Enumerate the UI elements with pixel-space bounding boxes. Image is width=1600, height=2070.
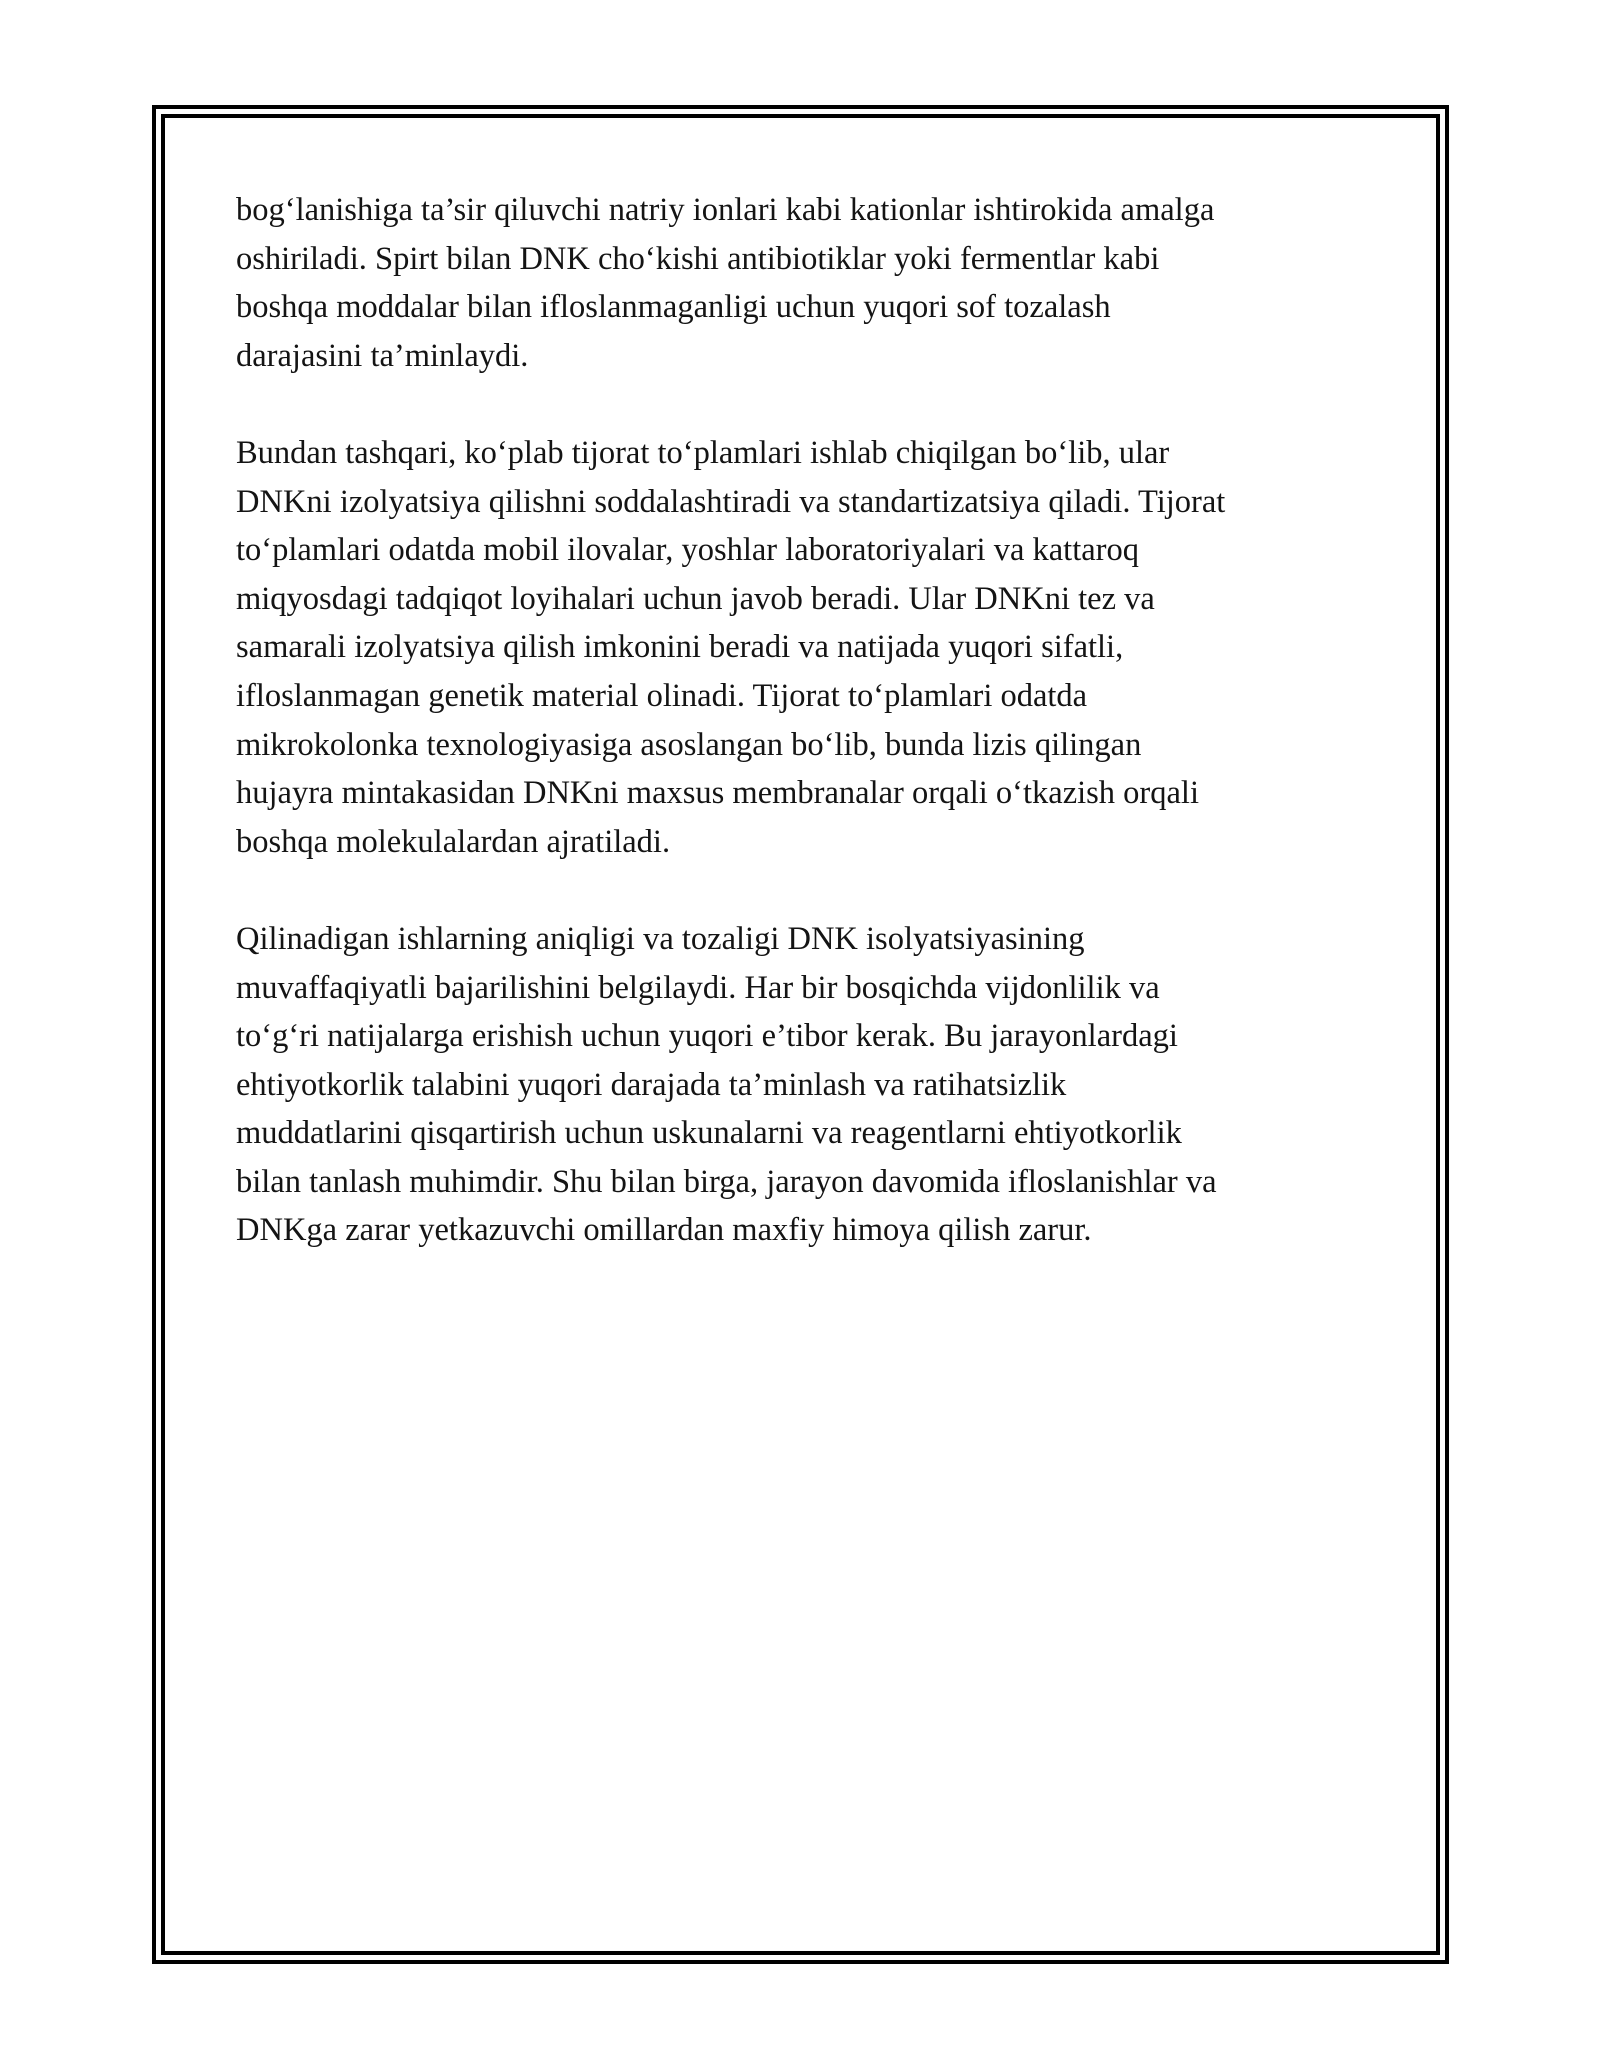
text-line: bilan tanlash muhimdir. Shu bilan birga, jarayon davomida ifloslanishlar va (236, 1163, 1217, 1200)
text-line: ifloslanmagan genetik material olinadi. Tijorat to‘plamlari odatda (236, 677, 1088, 714)
text-line: muvaffaqiyatli bajarilishini belgilaydi. Har bir bosqichda vijdonlilik va (236, 969, 1160, 1006)
text-line: to‘g‘ri natijalarga erishish uchun yuqori e’tibor kerak. Bu jarayonlardagi (236, 1018, 1178, 1055)
document-body (236, 186, 1376, 1304)
text-line: to‘plamlari odatda mobil ilovalar, yoshlar laboratoriyalari va kattaroq (236, 532, 1139, 569)
paragraph-2 (236, 429, 1376, 866)
paragraph-1 (236, 186, 1376, 380)
text-line: muddatlarini qisqartirish uchun uskunalarni va reagentlarni ehtiyotkorlik (236, 1115, 1182, 1152)
text-line: ehtiyotkorlik talabini yuqori darajada ta’minlash va ratihatsizlik (236, 1066, 1067, 1103)
text-line: oshiriladi. Spirt bilan DNK cho‘kishi antibiotiklar yoki fermentlar kabi (236, 240, 1160, 277)
text-line: Qilinadigan ishlarning aniqligi va tozaligi DNK isolyatsiyasining (236, 920, 1085, 957)
text-line: samarali izolyatsiya qilish imkonini beradi va natijada yuqori sifatli, (236, 629, 1124, 666)
text-line: bog‘lanishiga ta’sir qiluvchi natriy ionlari kabi kationlar ishtirokida amalga (236, 192, 1215, 228)
paragraph-3 (236, 915, 1376, 1255)
text-line: DNKni izolyatsiya qilishni soddalashtiradi va standartizatsiya qiladi. Tijorat (236, 483, 1226, 520)
text-line: boshqa molekulalardan ajratiladi. (236, 823, 671, 860)
text-line: mikrokolonka texnologiyasiga asoslangan bo‘lib, bunda lizis qilingan (236, 726, 1142, 763)
text-line: DNKga zarar yetkazuvchi omillardan maxfiy himoya qilish zarur. (236, 1212, 1092, 1249)
text-line: boshqa moddalar bilan ifloslanmaganligi uchun yuqori sof tozalash (236, 289, 1111, 326)
text-line: Bundan tashqari, ko‘plab tijorat to‘plamlari ishlab chiqilgan bo‘lib, ular (236, 434, 1170, 471)
text-line: darajasini ta’minlaydi. (236, 337, 529, 374)
text-line: hujayra mintakasidan DNKni maxsus membranalar orqali o‘tkazish orqali (236, 775, 1199, 812)
text-line: miqyosdagi tadqiqot loyihalari uchun javob beradi. Ular DNKni tez va (236, 580, 1155, 617)
